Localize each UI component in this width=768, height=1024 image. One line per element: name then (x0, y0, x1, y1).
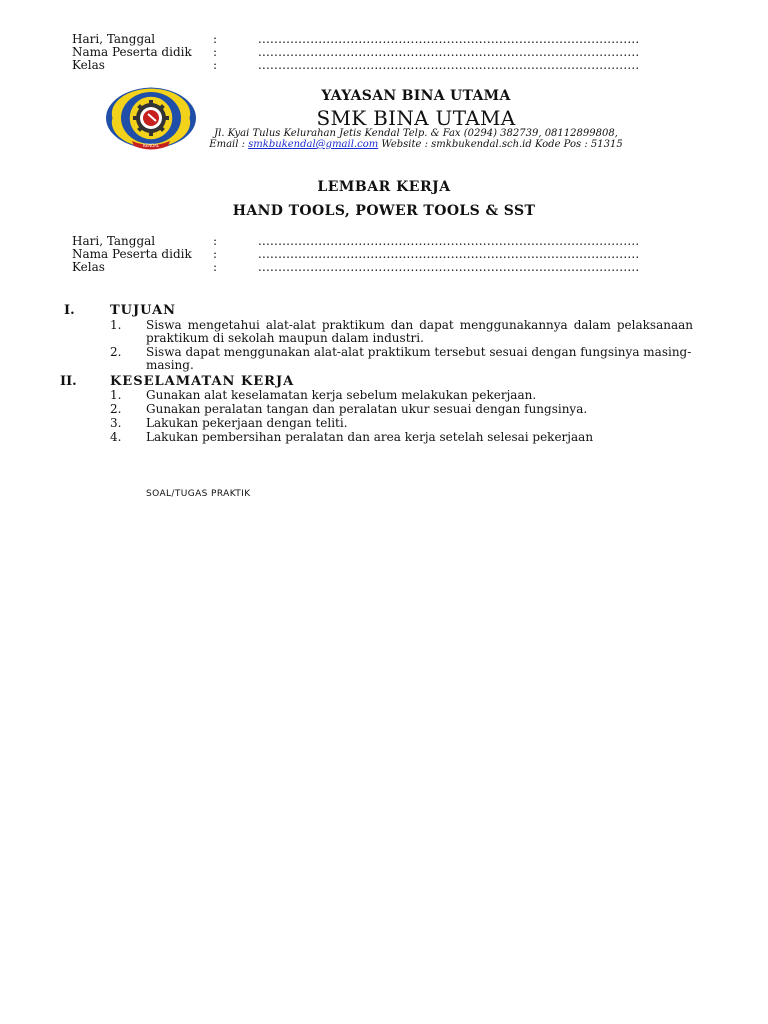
form-label-name: Nama Peserta didik (72, 247, 192, 261)
keselamatan-item-2-number: 2. (110, 402, 122, 416)
email-label: Email : (209, 139, 249, 150)
keselamatan-item-4-text: Lakukan pembersihan peralatan dan area kerja setelah selesai pekerjaan (146, 430, 594, 444)
tujuan-item-1-line1: Siswa mengetahui alat-alat praktikum dan dapat menggunakannya dalam pelaksanaan (146, 318, 693, 332)
form-label-class: Kelas (72, 260, 105, 274)
section-title-keselamatan: KESELAMATAN KERJA (110, 374, 295, 389)
tujuan-item-2-number: 2. (110, 345, 122, 359)
website-text: Website : smkbukendal.sch.id Kode Pos : 51315 (378, 139, 623, 150)
logo-ribbon-text: KENDAL (142, 143, 160, 148)
form-dots-name: ............................................................................................... (258, 247, 640, 261)
form-colon-name: : (213, 247, 218, 261)
keselamatan-item-1-number: 1. (110, 388, 122, 402)
keselamatan-item-3-number: 3. (110, 416, 122, 430)
form-colon-date: : (213, 234, 218, 248)
soal-heading: SOAL/TUGAS PRAKTIK (146, 489, 251, 499)
top-form-colon-class: : (213, 58, 218, 72)
section-number-keselamatan: II. (60, 374, 77, 389)
top-form-label-date: Hari, Tanggal (72, 32, 156, 46)
top-form-dots-date: ............................................................................................... (258, 32, 640, 46)
foundation-name: YAYASAN BINA UTAMA (321, 88, 511, 104)
keselamatan-item-1-text: Gunakan alat keselamatan kerja sebelum melakukan pekerjaan. (146, 388, 537, 402)
top-form-dots-class: ............................................................................................... (258, 58, 640, 72)
school-address: Jl. Kyai Tulus Kelurahan Jetis Kendal Telp. & Fax (0294) 382739, 08112899808, (214, 128, 618, 139)
form-dots-date: ............................................................................................... (258, 234, 640, 248)
top-form-colon-date: : (213, 32, 218, 46)
keselamatan-item-2-text: Gunakan peralatan tangan dan peralatan ukur sesuai dengan fungsinya. (146, 402, 588, 416)
school-logo (104, 83, 198, 153)
section-number-tujuan: I. (64, 303, 75, 318)
form-label-date: Hari, Tanggal (72, 234, 156, 248)
form-colon-class: : (213, 260, 218, 274)
top-form-label-name: Nama Peserta didik (72, 45, 192, 59)
keselamatan-item-4-number: 4. (110, 430, 122, 444)
worksheet-subtitle: HAND TOOLS, POWER TOOLS & SST (232, 203, 536, 219)
school-name: SMK BINA UTAMA (316, 106, 516, 130)
section-title-tujuan: TUJUAN (110, 303, 177, 318)
form-dots-class: ............................................................................................... (258, 260, 640, 274)
school-contact (200, 139, 632, 150)
keselamatan-item-3-text: Lakukan pekerjaan dengan teliti. (146, 416, 348, 430)
top-form-colon-name: : (213, 45, 218, 59)
top-form-dots-name: ............................................................................................... (258, 45, 640, 59)
worksheet-title: LEMBAR KERJA (317, 179, 451, 195)
email-link[interactable]: smkbukendal@gmail.com (248, 139, 379, 150)
tujuan-item-1-line2: praktikum di sekolah maupun dalam industri. (146, 331, 424, 345)
tujuan-item-1-number: 1. (110, 318, 122, 332)
top-form-label-class: Kelas (72, 58, 105, 72)
tujuan-item-2-text: Siswa dapat menggunakan alat-alat praktikum tersebut sesuai dengan fungsinya masing-masing. (146, 345, 692, 372)
